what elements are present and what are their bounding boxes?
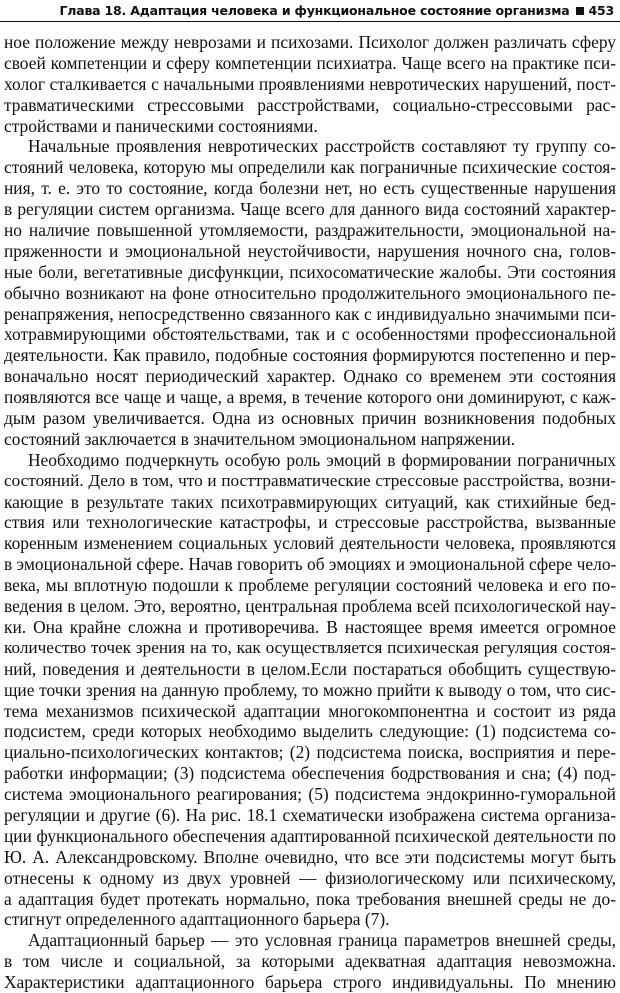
text-line: состояний заключается в значительном эмоциональном напряжении. bbox=[4, 428, 516, 449]
text-line: но наличие повышенной утомляемости, раздражительности, эмоциональной на- bbox=[4, 220, 616, 241]
text-line: своей компетенции и сферу компетенции психиатра. Чаще всего на практике пси- bbox=[4, 52, 616, 73]
text-line: ствия или технологические катастрофы, и стрессовые расстройства, вызванные bbox=[4, 512, 616, 533]
text-line: ренапряжения, непосредственно связанного как с индивидуально значимыми пси- bbox=[4, 303, 616, 324]
paragraph bbox=[4, 32, 616, 136]
text-line: воначально носят периодический характер. Однако со временем эти состояния bbox=[4, 366, 616, 387]
text-line: пряженности и эмоциональной неустойчивости, нарушения ночного сна, голов- bbox=[4, 240, 616, 261]
text-line: ния, т. е. это то состояние, когда болезни нет, но есть существенные нарушения bbox=[4, 178, 616, 199]
paragraph bbox=[4, 930, 616, 993]
paragraph bbox=[4, 136, 616, 449]
text-line: Ю. А. Александровскому. Вполне очевидно, что все эти подсистемы могут быть bbox=[4, 846, 616, 867]
text-line: хотравмирующими обстоятельствами, так и с особенностями профессиональной bbox=[4, 324, 616, 345]
text-line: стояний человека, которую мы определили как пограничные психические состоя- bbox=[4, 157, 616, 178]
text-line: в регуляции систем организма. Чаще всего для данного вида состояний характер- bbox=[4, 199, 616, 220]
text-line: стигнут определенного адаптационного барьера (7). bbox=[4, 909, 390, 930]
running-header bbox=[0, 0, 620, 22]
text-line: в эмоциональной сфере. Начав говорить об эмоциях и эмоциональной сфере чело- bbox=[4, 554, 616, 575]
text-line: щие точки зрения на данную проблему, то можно прийти к выводу о том, что сис- bbox=[4, 679, 616, 700]
text-line: ведения в целом. Это, вероятно, центральная проблема всей психологической нау- bbox=[4, 596, 616, 617]
text-line: появляются все чаще и чаще, а время, в течение которого они доминируют, с каж- bbox=[4, 387, 616, 408]
text-line: Адаптационный барьер — это условная граница параметров внешней среды, bbox=[28, 930, 616, 951]
text-line: обычно возникают на фоне относительно продолжительного эмоционального пе- bbox=[4, 282, 616, 303]
text-line: регуляции и другие (6). На рис. 18.1 схематически изображена система организа- bbox=[4, 804, 616, 825]
text-line: дым разом увеличивается. Одна из основных причин возникновения подобных bbox=[4, 408, 616, 429]
page-number: 453 bbox=[588, 3, 614, 18]
text-line: Характеристики адаптационного барьера строго индивидуальны. По мнению bbox=[4, 972, 616, 993]
text-line: ции функционального обеспечения адаптированной психической деятельности по bbox=[4, 825, 616, 846]
text-line: отнесены к одному из двух уровней — физиологическому или психическому, bbox=[4, 867, 616, 888]
text-line: стройствами и паническими состояниями. bbox=[4, 115, 318, 136]
text-line: тема механизмов психической адаптации многокомпонентна и состоит из ряда bbox=[4, 700, 616, 721]
text-line: ний, поведения и деятельности в целом.Если постараться обобщить существую- bbox=[4, 658, 616, 679]
text-line: деятельности. Как правило, подобные состояния формируются постепенно и пер- bbox=[4, 345, 616, 366]
text-line: Начальные проявления невротических расстройств составляют ту группу со- bbox=[28, 136, 616, 157]
square-bullet-icon bbox=[576, 7, 584, 15]
text-line: травматическими стрессовыми расстройствами, социально-стрессовыми рас- bbox=[4, 94, 616, 115]
text-line: подсистем, среди которых необходимо выделить следующие: (1) подсистема со- bbox=[4, 721, 616, 742]
text-line: кающие в результате таких психотравмирующих ситуаций, как стихийные бед- bbox=[4, 491, 616, 512]
text-line: циально-психологических контактов; (2) подсистема поиска, восприятия и пере- bbox=[4, 742, 616, 763]
text-line: работки информации; (3) подсистема обеспечения бодрствования и сна; (4) под- bbox=[4, 763, 616, 784]
text-line: а адаптация будет протекать нормально, пока требования внешней среды не до- bbox=[4, 888, 616, 909]
header-text bbox=[59, 3, 614, 18]
chapter-title: Глава 18. Адаптация человека и функциональное состояние организма bbox=[59, 3, 570, 18]
text-line: ные боли, вегетативные дисфункции, психосоматические жалобы. Эти состояния bbox=[4, 261, 616, 282]
text-line: состояний. Дело в том, что и посттравматические стрессовые расстройства, возни- bbox=[4, 470, 616, 490]
page-body bbox=[4, 32, 616, 993]
text-line: Необходимо подчеркнуть особую роль эмоций в формировании пограничных bbox=[28, 449, 616, 470]
text-line: ное положение между неврозами и психозами. Психолог должен различать сферу bbox=[4, 32, 616, 52]
text-line: ки. Она крайне сложна и противоречива. В настоящее время имеется огромное bbox=[4, 616, 616, 637]
text-line: коренным изменением социальных условий деятельности человека, проявляются bbox=[4, 533, 616, 554]
text-line: система эмоционального реагирования; (5) подсистема эндокринно-гуморальной bbox=[4, 784, 616, 805]
paragraph bbox=[4, 450, 616, 930]
text-line: количество точек зрения на то, как осуществляется психическая регуляция состоя- bbox=[4, 637, 616, 657]
text-line: в том числе и социальной, за которыми адекватная адаптация невозможна. bbox=[4, 951, 616, 972]
text-line: холог сталкивается с начальными проявлениями невротических нарушений, пост- bbox=[4, 73, 616, 94]
text-line: века, мы вплотную подошли к проблеме регуляции состояний человека и его по- bbox=[4, 575, 616, 596]
